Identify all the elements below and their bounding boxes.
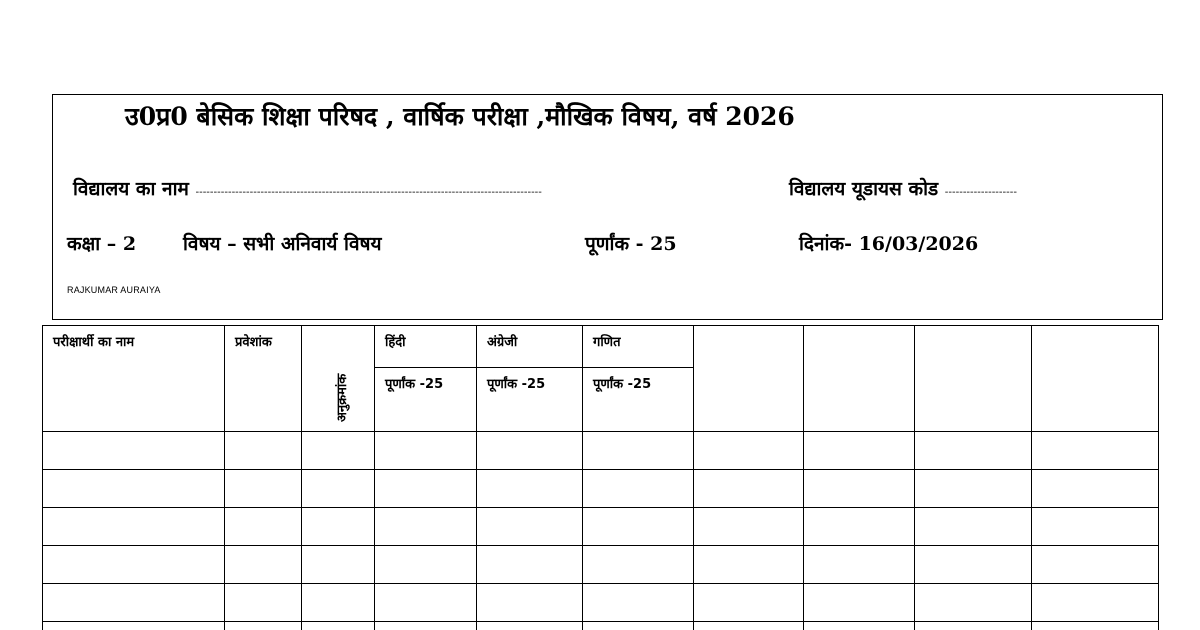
table-cell [302, 432, 375, 470]
udise-code-blank: -------------------- [944, 187, 1017, 198]
table-cell [302, 546, 375, 584]
table-row [43, 508, 1159, 546]
school-name-label: विद्यालय का नाम [73, 178, 189, 200]
table-cell [375, 584, 477, 622]
table-cell [375, 508, 477, 546]
table-cell [1032, 470, 1159, 508]
table-cell [225, 584, 302, 622]
table-cell [225, 546, 302, 584]
table-cell [915, 622, 1032, 630]
full-marks-english: पूर्णांक -25 [477, 368, 583, 432]
table-cell [1032, 432, 1159, 470]
table-cell [43, 622, 225, 630]
admission-no-header: प्रवेशांक [225, 326, 302, 432]
table-cell [477, 432, 583, 470]
table-cell [1032, 622, 1159, 630]
table-cell [915, 470, 1032, 508]
table-cell [804, 508, 915, 546]
udise-code-label: विद्यालय यूडायस कोड [789, 178, 939, 200]
full-marks-maths: पूर्णांक -25 [583, 368, 694, 432]
subject-header-maths: गणित [583, 326, 694, 368]
table-cell [583, 508, 694, 546]
table-row [43, 622, 1159, 630]
table-row [43, 584, 1159, 622]
subject-header-english: अंग्रेजी [477, 326, 583, 368]
table-cell [375, 622, 477, 630]
blank-header-cell [915, 326, 1032, 432]
udise-code-line [789, 175, 1017, 201]
table-cell [694, 470, 804, 508]
school-name-blank: ------------------------------------------------------------------------------------------------ [195, 187, 542, 198]
table-cell [583, 546, 694, 584]
table-cell [804, 584, 915, 622]
table-cell [225, 508, 302, 546]
table-cell [477, 546, 583, 584]
table-cell [375, 432, 477, 470]
table-cell [804, 470, 915, 508]
table-cell [804, 546, 915, 584]
table-cell [477, 622, 583, 630]
table-cell [43, 584, 225, 622]
table-cell [477, 470, 583, 508]
full-marks-hindi: पूर्णांक -25 [375, 368, 477, 432]
table-cell [43, 432, 225, 470]
full-marks-text: पूर्णांक - 25 [585, 233, 677, 255]
subject-header-hindi: हिंदी [375, 326, 477, 368]
table-cell [804, 432, 915, 470]
table-cell [225, 622, 302, 630]
table-cell [302, 508, 375, 546]
table-cell [583, 584, 694, 622]
school-name-line [73, 175, 542, 201]
blank-header-cell [1032, 326, 1159, 432]
table-cell [583, 432, 694, 470]
table-cell [43, 470, 225, 508]
table-cell [43, 508, 225, 546]
table-cell [694, 622, 804, 630]
author-credit: RAJKUMAR AURAIYA [67, 285, 161, 295]
table-cell [583, 470, 694, 508]
table-cell [225, 470, 302, 508]
table-cell [694, 432, 804, 470]
table-cell [302, 584, 375, 622]
blank-header-cell [804, 326, 915, 432]
table-row [43, 546, 1159, 584]
table-cell [804, 622, 915, 630]
table-cell [477, 584, 583, 622]
class-text: कक्षा – 2 [67, 233, 137, 255]
table-cell [583, 622, 694, 630]
table-cell [477, 508, 583, 546]
table-cell [915, 584, 1032, 622]
subject-text: विषय – सभी अनिवार्य विषय [183, 233, 382, 255]
blank-header-cell [694, 326, 804, 432]
table-cell [43, 546, 225, 584]
table-cell [694, 546, 804, 584]
table-row [43, 470, 1159, 508]
table-cell [302, 622, 375, 630]
date-text: दिनांक- 16/03/2026 [799, 233, 979, 255]
table-row [43, 432, 1159, 470]
table-cell [225, 432, 302, 470]
table-cell [1032, 546, 1159, 584]
roll-no-header [302, 326, 375, 432]
student-name-header: परीक्षार्थी का नाम [43, 326, 225, 432]
table-cell [302, 470, 375, 508]
table-cell [915, 508, 1032, 546]
table-cell [694, 584, 804, 622]
marks-table [42, 325, 1159, 630]
table-cell [915, 546, 1032, 584]
table-cell [375, 470, 477, 508]
table-cell [694, 508, 804, 546]
table-header-row [43, 326, 1159, 368]
table-cell [1032, 508, 1159, 546]
page-title: उ0प्र0 बेसिक शिक्षा परिषद , वार्षिक परीक्षा ,मौखिक विषय, वर्ष 2026 [125, 102, 795, 131]
roll-no-label: अनुक्रमांक [335, 373, 350, 422]
table-cell [375, 546, 477, 584]
table-cell [1032, 584, 1159, 622]
table-cell [915, 432, 1032, 470]
header-box [52, 94, 1163, 320]
